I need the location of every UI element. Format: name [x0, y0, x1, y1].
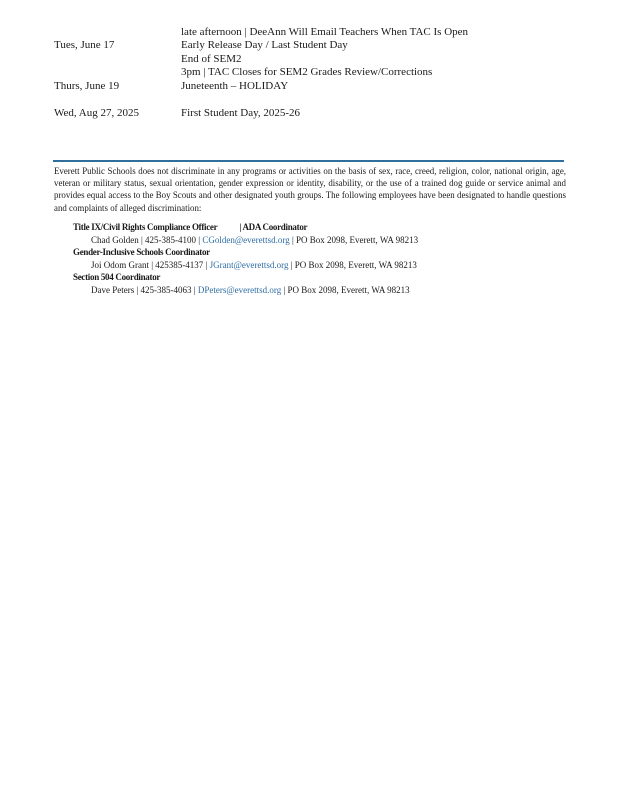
- contact-line: [73, 234, 553, 247]
- calendar-event: End of SEM2: [181, 52, 242, 65]
- contact-info: Joi Odom Grant | 425385-4137 |: [91, 259, 210, 270]
- email-link[interactable]: CGolden@everettsd.org: [202, 234, 290, 245]
- ada-label: | ADA Coordinator: [239, 222, 308, 232]
- contact-line: [73, 259, 553, 272]
- calendar-event: First Student Day, 2025-26: [181, 107, 301, 119]
- calendar-event: Early Release Day / Last Student Day: [181, 39, 348, 51]
- contact-heading: Gender-Inclusive Schools Coordinator: [73, 247, 210, 257]
- contact-list: [73, 221, 553, 296]
- calendar-event: late afternoon | DeeAnn Will Email Teachers When TAC Is Open: [181, 26, 469, 38]
- calendar-event: 3pm | TAC Closes for SEM2 Grades Review/Corrections: [181, 66, 433, 78]
- contact-info: Chad Golden | 425-385-4100 |: [91, 234, 203, 245]
- calendar-date: Wed, Aug 27, 2025: [54, 107, 139, 119]
- email-link[interactable]: DPeters@everettsd.org: [197, 284, 282, 295]
- contact-line: [73, 284, 553, 297]
- title-ix-label: Title IX/Civil Rights Compliance Officer: [73, 222, 218, 232]
- calendar-date: Thurs, June 19: [54, 80, 120, 92]
- calendar-event: Juneteenth – HOLIDAY: [181, 80, 289, 92]
- calendar-date: Tues, June 17: [54, 39, 115, 51]
- nondiscrimination-notice: Everett Public Schools does not discriminate in any programs or activities on the basis of sex, race, creed, religion, color, national origin, age, veteran or military status, sexual orientation, gender expression or identity, disability, or the use of a trained dog guide or service animal and provides equal access to the Boy Scouts and other designated youth groups. The following employees have been designated to handle questions and complaints of alleged discrimination:: [54, 166, 566, 213]
- contact-info: Dave Peters | 425-385-4063 |: [91, 284, 198, 295]
- section-divider: [53, 160, 564, 162]
- contact-heading: Section 504 Coordinator: [73, 272, 161, 282]
- email-link[interactable]: JGrant@everettsd.org: [209, 259, 289, 270]
- contact-address: | PO Box 2098, Everett, WA 98213: [289, 234, 419, 245]
- contact-heading: [73, 221, 553, 234]
- contact-address: | PO Box 2098, Everett, WA 98213: [281, 284, 410, 295]
- contact-address: | PO Box 2098, Everett, WA 98213: [288, 259, 417, 270]
